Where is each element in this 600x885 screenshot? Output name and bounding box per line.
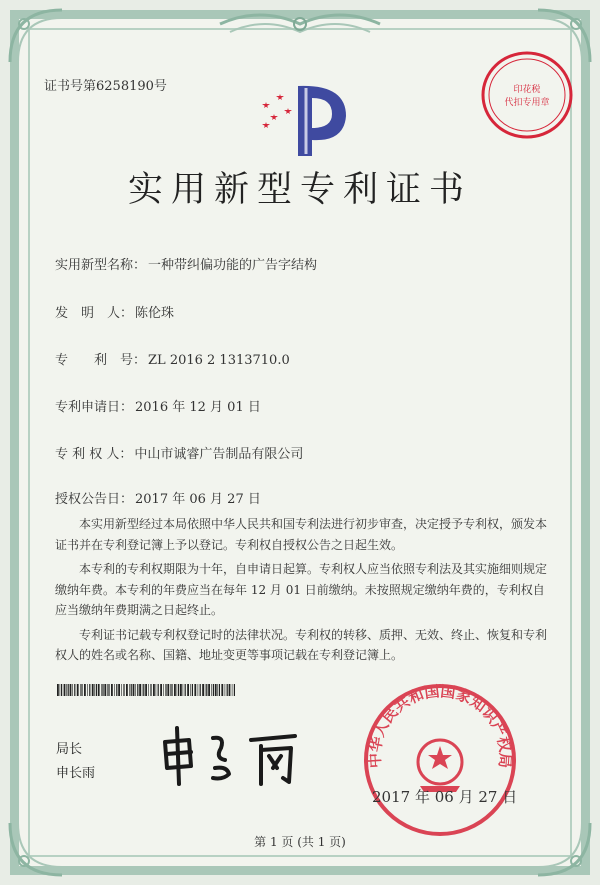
- body-paragraph: 本实用新型经过本局依照中华人民共和国专利法进行初步审查，决定授予专利权，颁发本证书并在专利登记簿上予以登记。专利权自授权公告之日起生效。: [55, 517, 548, 552]
- field-utility-model-name: [55, 254, 317, 273]
- barcode-bar: [126, 684, 128, 696]
- barcode-bar: [87, 684, 88, 696]
- barcode-bar: [137, 684, 138, 696]
- barcode-bar: [108, 684, 109, 696]
- director-signature-icon: [155, 722, 305, 792]
- barcode-bar: [177, 684, 178, 696]
- certificate-body-text: [55, 514, 555, 670]
- barcode-bar: [232, 684, 233, 696]
- barcode-bar: [121, 684, 122, 696]
- field-label: 专 利 号：: [55, 353, 147, 368]
- barcode-bar: [205, 684, 206, 696]
- barcode-bar: [225, 684, 226, 696]
- field-label: 发 明 人：: [55, 306, 134, 321]
- barcode-bar: [123, 684, 124, 696]
- field-label: 授权公告日：: [55, 492, 134, 507]
- barcode-bar: [102, 684, 103, 696]
- barcode-bar: [72, 684, 73, 696]
- barcode-bar: [227, 684, 228, 696]
- barcode-bar: [180, 684, 182, 696]
- field-value: 一种带纠偏功能的广告字结构: [148, 258, 318, 273]
- barcode-bar: [131, 684, 132, 696]
- director-title: 局长: [56, 742, 83, 757]
- barcode-bar: [61, 684, 62, 696]
- barcode-bar: [192, 684, 193, 696]
- barcode-bar: [183, 684, 184, 696]
- certificate-number: 证书号第6258190号: [44, 79, 167, 94]
- svg-text:代扣专用章: 代扣专用章: [504, 98, 550, 108]
- barcode-bar: [96, 684, 97, 696]
- barcode-bar: [70, 684, 72, 696]
- field-application-date: [55, 396, 261, 415]
- small-red-stamp-icon: [478, 46, 576, 144]
- barcode-bar: [89, 684, 90, 696]
- barcode-bar: [211, 684, 212, 696]
- barcode-bar: [221, 684, 223, 696]
- field-label: 专利申请日：: [55, 400, 134, 415]
- top-ornament-icon: [210, 6, 390, 42]
- barcode-bar: [208, 684, 210, 696]
- barcode-bar: [84, 684, 86, 696]
- barcode-bar: [217, 684, 218, 696]
- barcode-bar: [213, 684, 214, 696]
- seal-date: 2017 年 06 月 27 日: [372, 788, 518, 806]
- barcode-bar: [145, 684, 147, 696]
- barcode-bar: [206, 684, 207, 696]
- sipo-logo-icon: [258, 78, 350, 158]
- barcode-bar: [174, 684, 176, 696]
- barcode-bar: [143, 684, 144, 696]
- field-label: 实用新型名称：: [55, 258, 147, 273]
- barcode-bar: [163, 684, 164, 696]
- field-value: 陈伦珠: [135, 306, 175, 321]
- official-seal-icon: [360, 680, 520, 840]
- page-number: 第 1 页 (共 1 页): [254, 835, 346, 849]
- field-value: 2017 年 06 月 27 日: [135, 492, 261, 507]
- barcode-bar: [101, 684, 102, 696]
- barcode-bar: [92, 684, 94, 696]
- barcode-bar: [165, 684, 166, 696]
- barcode-bar: [229, 684, 231, 696]
- field-value: ZL 2016 2 1313710.0: [148, 353, 290, 368]
- barcode-bar: [81, 684, 82, 696]
- field-patent-number: [55, 349, 290, 368]
- barcode-bar: [219, 684, 220, 696]
- barcode-bar: [234, 684, 235, 696]
- barcode-bar: [153, 684, 155, 696]
- barcode-bar: [190, 684, 191, 696]
- svg-text:印花税: 印花税: [513, 85, 541, 95]
- barcode-bar: [64, 684, 66, 696]
- barcode-bar: [107, 684, 108, 696]
- barcode-bar: [158, 684, 159, 696]
- barcode-bar: [114, 684, 115, 696]
- barcode-bar: [68, 684, 69, 696]
- barcode-bar: [116, 684, 117, 696]
- barcode-bar: [94, 684, 95, 696]
- barcode-bar: [133, 684, 135, 696]
- field-value: 中山市诚睿广告制品有限公司: [134, 447, 304, 462]
- barcode-bar: [160, 684, 162, 696]
- field-value: 2016 年 12 月 01 日: [135, 400, 261, 415]
- barcode-bar: [66, 684, 67, 696]
- barcode-bar: [156, 684, 157, 696]
- barcode-bar: [129, 684, 130, 696]
- corner-ornament-icon: [6, 6, 66, 66]
- barcode-bar: [198, 684, 199, 696]
- barcode-bar: [74, 684, 75, 696]
- barcode-bar: [118, 684, 120, 696]
- barcode-bar: [148, 684, 149, 696]
- barcode-bar: [77, 684, 79, 696]
- barcode-bar: [80, 684, 81, 696]
- barcode-bar: [57, 684, 59, 696]
- barcode-bar: [111, 684, 113, 696]
- barcode-bar: [135, 684, 136, 696]
- barcode-bar: [215, 684, 217, 696]
- barcode-icon: [57, 684, 237, 696]
- barcode-bar: [171, 684, 172, 696]
- barcode-bar: [167, 684, 169, 696]
- field-grant-date: [55, 488, 261, 507]
- barcode-bar: [187, 684, 189, 696]
- barcode-bar: [202, 684, 204, 696]
- body-paragraph: 本专利的专利权期限为十年，自申请日起算。专利权人应当依照专利法及其实施细则规定缴纳年费。本专利的年费应当在每年 12 月 01 日前缴纳。未按照规定缴纳年费的，专利权自应当缴纳年费期满之日起终止。: [55, 562, 548, 617]
- barcode-bar: [60, 684, 61, 696]
- barcode-bar: [150, 684, 151, 696]
- barcode-bar: [98, 684, 100, 696]
- barcode-bar: [185, 684, 186, 696]
- director-name: 申长雨: [56, 766, 96, 781]
- barcode-bar: [200, 684, 201, 696]
- seal-text: 中华人民共和国国家知识产权局: [365, 682, 515, 769]
- field-inventor: [55, 302, 174, 321]
- certificate-title: 实用新型专利证书: [127, 170, 472, 210]
- barcode-bar: [104, 684, 106, 696]
- barcode-bar: [194, 684, 196, 696]
- field-label: 专 利 权 人：: [55, 447, 133, 462]
- barcode-bar: [142, 684, 143, 696]
- field-patentee: [55, 443, 303, 462]
- barcode-bar: [178, 684, 179, 696]
- body-paragraph: 专利证书记载专利权登记时的法律状况。专利权的转移、质押、无效、终止、恢复和专利权人的姓名或名称、国籍、地址变更等事项记载在专利登记簿上。: [55, 627, 548, 662]
- barcode-bar: [170, 684, 171, 696]
- barcode-bar: [139, 684, 141, 696]
